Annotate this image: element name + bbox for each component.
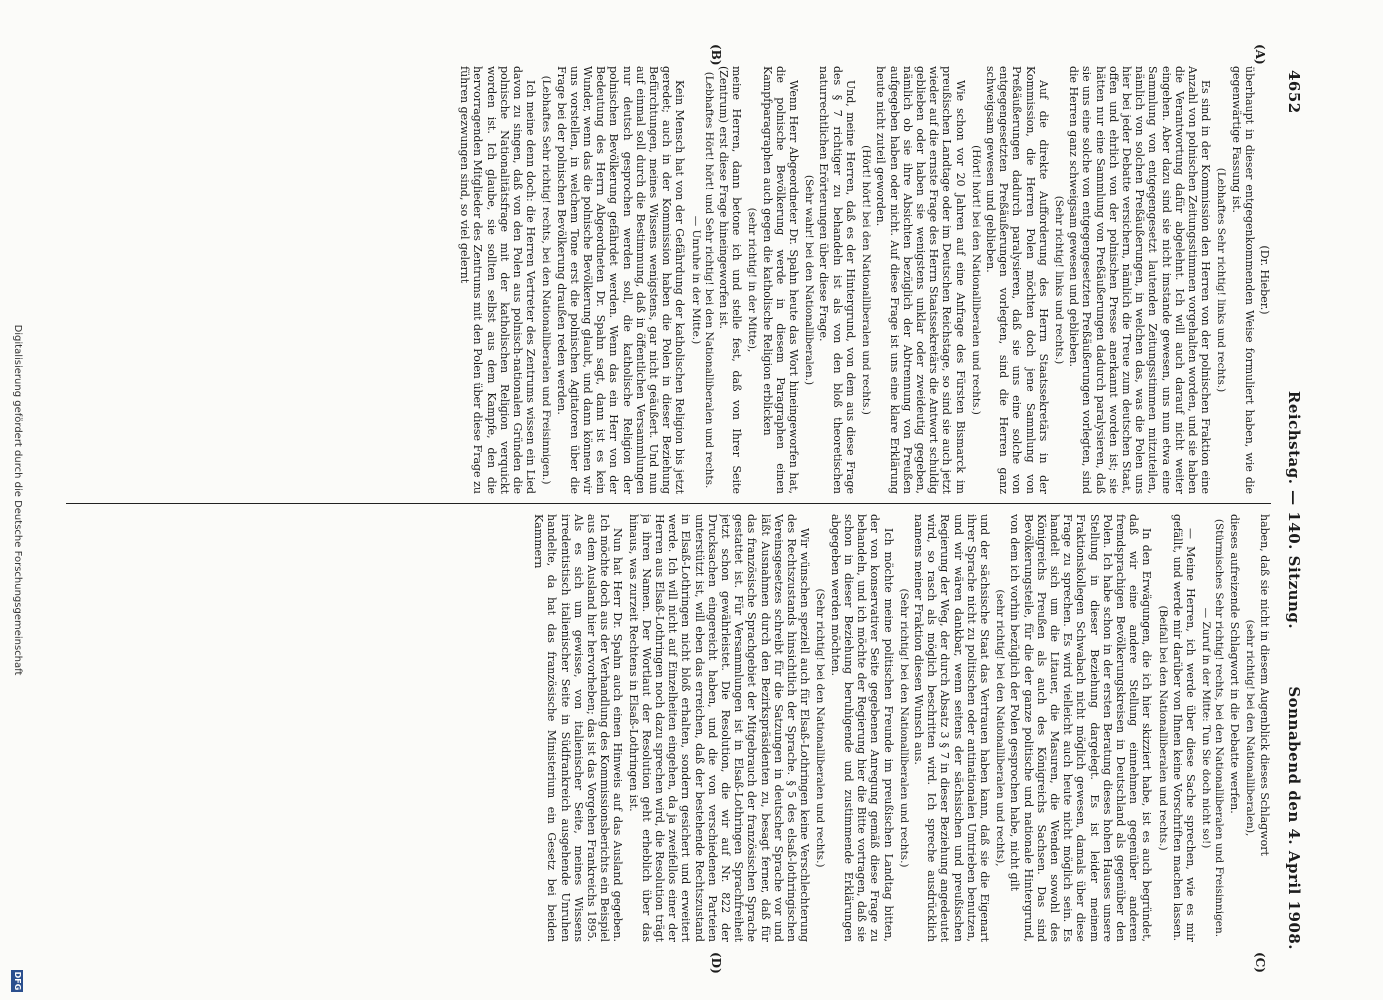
reaction-note: (Sehr wahr! bei den Nationalliberalen.) <box>803 174 816 386</box>
reaction-note: (sehr richtig! bei den Nationalliberalen), <box>1243 619 1256 837</box>
reaction-note: (Lebhaftes Hört! hört! und Sehr richtig! bei den Nationalliberalen und rechts. — Unruhe in der Mitte.) <box>689 71 715 489</box>
paragraph: Kein Mensch hat von der Gefährdung der katholischen Religion bis jetzt geredet; auch in der Kommission haben die Polen in dieser Beziehung Befürchtungen, meines Wissens wenigstens, gar nicht geäußert. Und nun auf einmal soll durch die Bestimmung, daß in öffentlichen Versammlungen nur deutsch gesprochen werden soll, die katholische Religion der polnischen Bevölkerung gefährdet werden. Wenn das ein Herr von der Bedeutung des Herrn Abgeordneten Dr. Spahn sagt, dann ist es kein Wunder, wenn das die polnische Bevölkerung glaubt, und dann können wir uns vorstellen, in welchem Tone erst die polnischen Agitatoren über die Frage bei der polnischen Bevölkerung draußen reden werden. <box>554 66 687 494</box>
reaction-note: (sehr richtig! in der Mitte), <box>746 207 759 353</box>
reaction-note: (Hört! hört! bei den Nationalliberalen und rechts.) <box>969 145 982 415</box>
reaction-note: (Sehr richtig! bei den Nationalliberalen und rechts.) <box>897 588 910 868</box>
paragraph: haben, daß sie nicht in diesem Augenblick dieses Schlagwort <box>1258 514 1271 856</box>
paragraph: Nun hat Herr Dr. Spahn auch einen Hinweis auf das Ausland gegeben. Ich möchte doch aus der Verhandlung des Kommissionsberichts ein Beispiel aus dem Ausland hier hervorheben; das ist das Vorgehen Frankreichs 1895. Als es sich um gewisse, von italienischer Seite, meines Wissens irredentistisch italienischer Seite in Südfrankreich ausgehende Unruhen handelte, da hat das französische Ministerium ein Gesetz bei beiden Kammern <box>532 514 625 942</box>
reaction-note: (Sehr richtig! bei den Nationalliberalen und rechts.) <box>814 588 827 868</box>
reaction-note: (Lebhaftes Sehr richtig! rechts, bei den Nationalliberalen und Freisinnigen.) <box>540 75 553 485</box>
reaction-note: (sehr richtig! bei den Nationalliberalen und rechts), <box>994 589 1007 867</box>
margin-mark-d: (D) <box>709 952 723 974</box>
paragraph: — Meine Herren, ich werde über diese Sache sprechen, wie es mir gefällt, und werde mir darüber von Ihnen keine Vorschriften machen lassen. <box>1170 514 1197 942</box>
margin-mark-b: (B) <box>709 44 723 66</box>
reaction-note: (Hört! hört! bei den Nationalliberalen und rechts.) <box>860 145 873 415</box>
paragraph: Ich möchte meine politischen Freunde im preußischen Landtag bitten, der von konservativer Seite gegebenen Anregung gemäß diese Frage zu behandeln, und ich möchte der Regierung hier die Bitte vortragen, daß sie schon in dieser Beziehung beruhigende und zustimmende Erklärungen abgegeben werden möchten. <box>828 514 895 942</box>
margin-mark-a: (A) <box>1253 44 1267 65</box>
paragraph: überhaupt in dieser entgegenkommenden Weise formuliert haben, wie die gegenwärtige Fassung ist. <box>1229 66 1256 494</box>
paragraph: dieses aufreizende Schlagwort in die Debatte werfen. <box>1227 514 1241 814</box>
left-column <box>66 66 1271 494</box>
reaction-note: (Stürmisches Sehr richtig! rechts, bei den Nationalliberalen und Freisinnigen. — Zuruf in der Mitte: Tun Sie doch nicht so!) <box>1200 518 1226 938</box>
paragraph: Wie schon vor 20 Jahren auf eine Anfrage des Fürsten Bismarck im preußischen Landtage oder im Deutschen Reichstage, so sind sie auch jetzt wieder auf die ernste Frage des Herrn Staatssekretärs die Antwort schuldig geblieben oder haben sie wenigstens unklar oder zweideutig gegeben, nämlich ob sie ihre Absichten bezüglich der Abtrennung von Preußen aufgegeben haben oder nicht. Auf diese Frage ist uns eine klare Erklärung heute nicht zuteil geworden. <box>874 66 967 494</box>
right-column <box>66 514 1271 942</box>
paragraph: Auf die direkte Aufforderung des Herrn Staatssekretärs in der Kommission, die Herren Polen möchten doch jene Sammlung von Preßäußerungen dadurch paralysieren, daß sie uns eine solche von entgegengesetzten Preßäußerungen vorlegten, sind die Herren ganz schweigsam gewesen und geblieben. <box>983 66 1050 494</box>
paragraph: und der sächsische Staat das Vertrauen haben kann, daß sie die Eigenart ihrer Sprache nicht zu politischen oder antinationalen Umtrieben benutzen, und wir wären dankbar, wenn seitens der sächsischen und preußischen Regierung der Weg, der durch Absatz 3 § 7 in dieser Beziehung angedeutet wird, so rasch als möglich beschritten wird. Ich spreche ausdrücklich namens meiner Fraktion diesen Wunsch aus. <box>911 514 991 942</box>
running-title: Reichstag. — 140. Sitzung. <box>1285 390 1303 630</box>
paragraph: Und, meine Herren, daß es der Hintergrund, von dem aus diese Frage des § 7 richtiger zu behandeln ist als von den bloß theoretischen naturrechtlichen Erörterungen über diese Frage. <box>817 66 857 494</box>
paragraph: Es sind in der Kommission den Herren von der polnischen Fraktion eine Anzahl von polnischen Zeitungsstimmen vorgehalten worden, und sie haben die Verantwortung dafür abgelehnt. Ich will auch darauf nicht weiter eingehen. Aber dazu sind sie nicht imstande gewesen, uns nun etwa eine Sammlung von entgegengesetzt lautenden Zeitungsstimmen mitzuteilen, nämlich von solchen Preßäußerungen, in welchen das, was die Polen uns hier bei jeder Debatte versichern, nämlich die Treue zum deutschen Staat, offen und ehrlich von der polnischen Presse anerkannt worden ist; sie hätten nur eine Sammlung von Preßäußerungen dadurch paralysieren, daß sie uns eine solche von entgegengesetzten Preßäußerungen vorlegten, sind die Herren ganz schweigsam gewesen und geblieben. <box>1067 66 1213 494</box>
page-header <box>1281 70 1303 950</box>
paragraph: Wenn Herr Abgeordneter Dr. Spahn heute das Wort hineingeworfen hat, die polnische Bevölkerung werde in diesem Paragraphen einen Kampfparagraphen auch gegen die katholische Religion erblicken <box>760 66 801 494</box>
dfg-logo: DFG <box>13 971 22 991</box>
reaction-note: (Lebhaftes Sehr richtig! links und rechts.) <box>1215 167 1228 393</box>
funding-note: Digitalisierung gefördert durch die Deutsche Forschungsgemeinschaft <box>12 324 23 676</box>
column-divider <box>66 503 1271 504</box>
paragraph: Ich meine denn doch: die Herren Vertreter des Zentrums wissen ein Lied davon zu singen, daß von den Polen aus polnisch-nationalen Gründen die polnische Nationalitätsfrage mit der katholischen Religion verquickt worden ist. Ich glaube, sie sollten selbst aus dem Kampfe, den die hervorragenden Mitglieder des Zentrums mit den Polen über diese Frage zu führen gezwungen sind, so viel gelernt <box>458 66 538 494</box>
session-date: Sonnabend den 4. April 1908. <box>1285 686 1303 950</box>
speaker-name: (Dr. Hieber.) <box>1258 245 1271 315</box>
paragraph: In den Erwägungen, die ich hier skizziert habe, ist es auch begründet, daß wir eine andere Stellung einnehmen gegenüber anderen fremdsprachigen Bevölkerungskreisen in Deutschland als gegenüber den Polen. Ich habe schon in der ersten Beratung dieses hohen Hauses unsere Stellung in dieser Beziehung dargelegt. Es ist leider meinem Fraktionskollegen Schwabach nicht möglich gewesen, damals über diese Frage zu sprechen. Es wird vielleicht auch heute nicht möglich sein. Es handelt sich um die Litauer, die Masuren, die Wenden sowohl des Königreichs Preußen als auch des Königreichs Sachsen. Das sind Bevölkerungsteile, für die der ganze politische und nationale Hintergrund, von dem ich vorhin bezüglich der Polen gesprochen habe, nicht gilt <box>1008 514 1154 942</box>
reaction-note: (Sehr richtig! links und rechts.) <box>1052 195 1065 365</box>
paragraph: meine Herren, dann betone ich und stelle fest, daß von Ihrer Seite (Zentrum) erst diese Frage hineingeworfen ist. <box>717 66 744 494</box>
margin-mark-c: (C) <box>1253 952 1267 973</box>
paragraph: Wir wünschen speziell auch für Elsaß-Lothringen keine Verschlechterung des Rechtszustands hinsichtlich der Sprache. § 5 des elsaß-lothringischen Vereinsgesetzes schreibt für die Satzungen in deutscher Sprache vor und läßt Ausnahmen durch den Bezirkspräsidenten zu, besagt ferner, daß für das französische Sprachgebiet der Mitgebrauch der französischen Sprache gestattet ist. Für Versammlungen ist in Elsaß-Lothringen Sprachfreiheit jetzt schon gewährleistet. Die Resolution, die wir auf Nr. 822 der Drucksachen eingereicht haben, und die von verschiedenen Parteien unterstützt ist, will eben das erreichen, daß der bestehende Rechtszustand in Elsaß-Lothringen nicht bloß erhalten, sondern gesichert und erweitert werde. Ich will nicht auf Einzelheiten eingehen, da ja zweifellos einer der Herren aus Elsaß-Lothringen noch dazu sprechen wird, die Resolution trägt ja ihren Namen. Der Wortlaut der Resolution geht erheblich über das hinaus, was zurzeit Rechtens in Elsaß-Lothringen ist. <box>626 514 812 942</box>
reaction-note: (Beifall bei den Nationalliberalen und rechts.) <box>1156 605 1169 851</box>
page-number: 4652 <box>1285 70 1303 114</box>
page-footer <box>7 0 23 1000</box>
